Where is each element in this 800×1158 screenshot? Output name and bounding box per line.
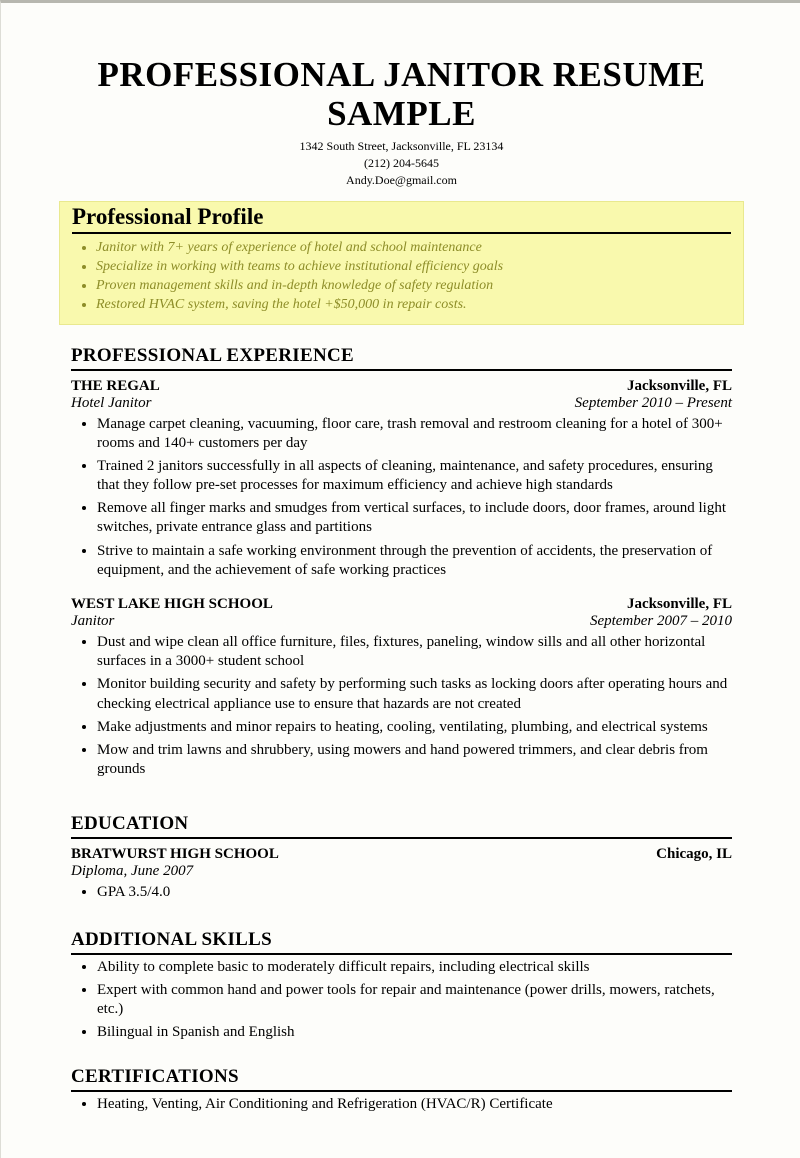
section-education bbox=[71, 813, 732, 902]
resume-page bbox=[1, 3, 800, 1158]
resume-title bbox=[71, 55, 732, 133]
certifications-bullet-list bbox=[71, 1095, 732, 1114]
education-header-row bbox=[71, 846, 732, 863]
section-heading-skills: ADDITIONAL SKILLS bbox=[71, 929, 732, 955]
skill-bullet: • Expert with common hand and power tools for repair and maintenance (power drills, mowers, ratchets, etc.) bbox=[97, 981, 732, 1019]
job-title: Janitor bbox=[71, 613, 115, 630]
job-entry bbox=[71, 378, 732, 581]
job-bullet: • Strive to maintain a safe working environment through the prevention of accidents, the preservation of equipment, and the achievement of safe working practices bbox=[97, 542, 732, 580]
education-school: BRATWURST HIGH SCHOOL bbox=[71, 846, 279, 863]
contact-block bbox=[71, 138, 732, 188]
job-dates: September 2010 – Present bbox=[574, 394, 732, 411]
profile-bullet: • Janitor with 7+ years of experience of hotel and school maintenance bbox=[96, 239, 731, 257]
job-bullet: • Make adjustments and minor repairs to heating, cooling, ventilating, plumbing, and electrical systems bbox=[97, 718, 732, 737]
education-entry bbox=[71, 846, 732, 902]
job-employer: THE REGAL bbox=[71, 377, 160, 394]
profile-heading: Professional Profile bbox=[72, 204, 731, 234]
job-subheader-row bbox=[71, 395, 732, 412]
section-additional-skills bbox=[71, 929, 732, 1043]
contact-email: Andy.Doe@gmail.com bbox=[346, 172, 457, 187]
job-employer: WEST LAKE HIGH SCHOOL bbox=[71, 596, 273, 613]
education-bullet-list bbox=[71, 883, 732, 902]
profile-highlight-box bbox=[59, 201, 744, 325]
section-heading-experience: PROFESSIONAL EXPERIENCE bbox=[71, 345, 732, 371]
job-bullet: • Manage carpet cleaning, vacuuming, floor care, trash removal and restroom cleaning for a hotel of 300+ rooms and 140+ customers per day bbox=[97, 415, 732, 453]
section-experience bbox=[71, 345, 732, 780]
resume-title-line2: SAMPLE bbox=[327, 94, 476, 134]
job-title: Hotel Janitor bbox=[71, 394, 152, 411]
skill-bullet: • Bilingual in Spanish and English bbox=[97, 1023, 732, 1042]
education-subheader-row bbox=[71, 863, 732, 880]
resume-title-line1: PROFESSIONAL JANITOR RESUME bbox=[97, 55, 706, 94]
certification-bullet: • Heating, Venting, Air Conditioning and Refrigeration (HVAC/R) Certificate bbox=[97, 1095, 732, 1114]
job-header-row bbox=[71, 596, 732, 613]
job-bullet: • Mow and trim lawns and shrubbery, using mowers and hand powered trimmers, and clear debris from grounds bbox=[97, 741, 732, 779]
skill-bullet: • Ability to complete basic to moderately difficult repairs, including electrical skills bbox=[97, 958, 732, 977]
job-bullet: • Monitor building security and safety by performing such tasks as locking doors after operating hours and checking electrical appliance use to ensure that hazards are not created bbox=[97, 675, 732, 713]
education-detail: Diploma, June 2007 bbox=[71, 863, 194, 880]
section-heading-certifications: CERTIFICATIONS bbox=[71, 1066, 732, 1092]
job-bullet-list bbox=[71, 633, 732, 779]
contact-address: 1342 South Street, Jacksonville, FL 23134 bbox=[299, 139, 504, 154]
job-bullet: • Trained 2 janitors successfully in all aspects of cleaning, maintenance, and safety procedures, ensuring that they follow pre-set processes for maximum efficiency and achieve high standards bbox=[97, 457, 732, 495]
skills-bullet-list bbox=[71, 958, 732, 1043]
section-certifications bbox=[71, 1066, 732, 1114]
education-bullet: • GPA 3.5/4.0 bbox=[97, 883, 732, 902]
section-heading-education: EDUCATION bbox=[71, 813, 732, 839]
job-bullet: • Remove all finger marks and smudges from vertical surfaces, to include doors, door frames, around light switches, private entrance glass and partitions bbox=[97, 499, 732, 537]
education-location: Chicago, IL bbox=[656, 846, 732, 863]
profile-bullet: • Proven management skills and in-depth knowledge of safety regulation bbox=[96, 277, 731, 295]
job-dates: September 2007 – 2010 bbox=[589, 613, 732, 630]
contact-phone: (212) 204-5645 bbox=[364, 156, 439, 171]
job-entry bbox=[71, 596, 732, 779]
job-header-row bbox=[71, 378, 732, 395]
profile-bullet-list bbox=[72, 239, 731, 315]
job-subheader-row bbox=[71, 613, 732, 630]
job-location: Jacksonville, FL bbox=[626, 596, 732, 613]
job-bullet-list bbox=[71, 415, 732, 581]
job-location: Jacksonville, FL bbox=[626, 377, 732, 394]
job-bullet: • Dust and wipe clean all office furniture, files, fixtures, paneling, window sills and all other horizontal surfaces in a 3000+ student school bbox=[97, 633, 732, 671]
profile-bullet: • Specialize in working with teams to achieve institutional efficiency goals bbox=[96, 258, 731, 276]
profile-bullet: • Restored HVAC system, saving the hotel +$50,000 in repair costs. bbox=[96, 296, 731, 314]
